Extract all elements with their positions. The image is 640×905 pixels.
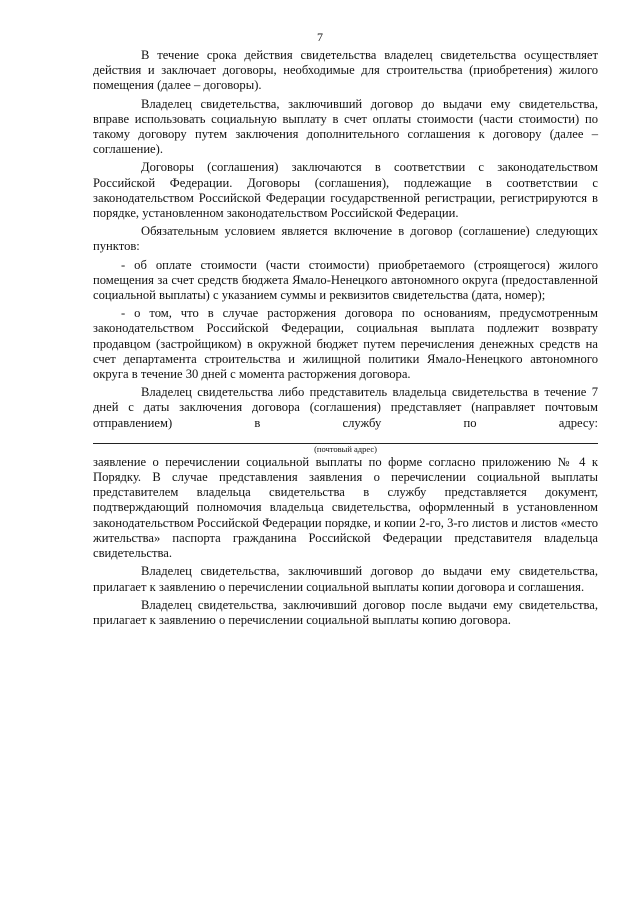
address-caption: (почтовый адрес) [314, 443, 377, 454]
paragraph: Владелец свидетельства, заключивший договор до выдачи ему свидетельства, прилагает к заявлению о перечислении социальной выплаты копии договора и соглашения. [93, 564, 598, 594]
paragraph: В течение срока действия свидетельства владелец свидетельства осуществляет действия и заключает договоры, необходимые для строительства (приобретения) жилого помещения (далее – договоры). [93, 48, 598, 93]
paragraph: Обязательным условием является включение в договор (соглашение) следующих пунктов: [93, 224, 598, 254]
paragraph: Владелец свидетельства, заключивший договор после выдачи ему свидетельства, прилагает к заявлению о перечислении социальной выплаты копию договора. [93, 597, 598, 627]
address-blank-line [93, 433, 598, 444]
list-item: - об оплате стоимости (части стоимости) приобретаемого (строящегося) жилого помещения за счет средств бюджета Ямало-Ненецкого автономного округа (предоставленной социальной выплаты) с указанием суммы и реквизитов свидетельства (дата, номер); [93, 257, 598, 303]
page-number: 7 [317, 30, 323, 44]
paragraph: Владелец свидетельства, заключивший договор до выдачи ему свидетельства, вправе использовать социальную выплату в счет оплаты стоимости (части стоимости) по такому договору путем заключения дополнительного соглашения к договору (далее – соглашение). [93, 96, 598, 157]
document-body [93, 48, 598, 631]
paragraph: Владелец свидетельства либо представитель владельца свидетельства в течение 7 дней с даты заключения договора (соглашения) представляет (направляет почтовым отправлением) в службу по адресу: [93, 385, 598, 430]
paragraph: Договоры (соглашения) заключаются в соответствии с законодательством Российской Федерации. Договоры (соглашения), подлежащие в соответствии с законодательством Российской Федерации государственной регистрации, регистрируются в порядке, установленном законодательством Российской Федерации. [93, 160, 598, 221]
paragraph: заявление о перечислении социальной выплаты по форме согласно приложению № 4 к Порядку. В случае представления заявления о перечислении социальной выплаты представителем владельца свидетельства в службу представляется документ, подтверждающий полномочия владельца свидетельства, оформленный в установленном законодательством Российской Федерации порядке, и копии 2-го, 3-го листов и листов «место жительства» паспорта гражданина Российской Федерации представителя владельца свидетельства. [93, 454, 598, 561]
list-item: - о том, что в случае расторжения договора по основаниям, предусмотренным законодательством Российской Федерации, социальная выплата подлежит возврату продавцом (застройщиком) в окружной бюджет путем перечисления денежных средств на счет департамента строительства и жилищной политики Ямало-Ненецкого автономного округа в течение 30 дней с момента расторжения договора. [93, 306, 598, 382]
